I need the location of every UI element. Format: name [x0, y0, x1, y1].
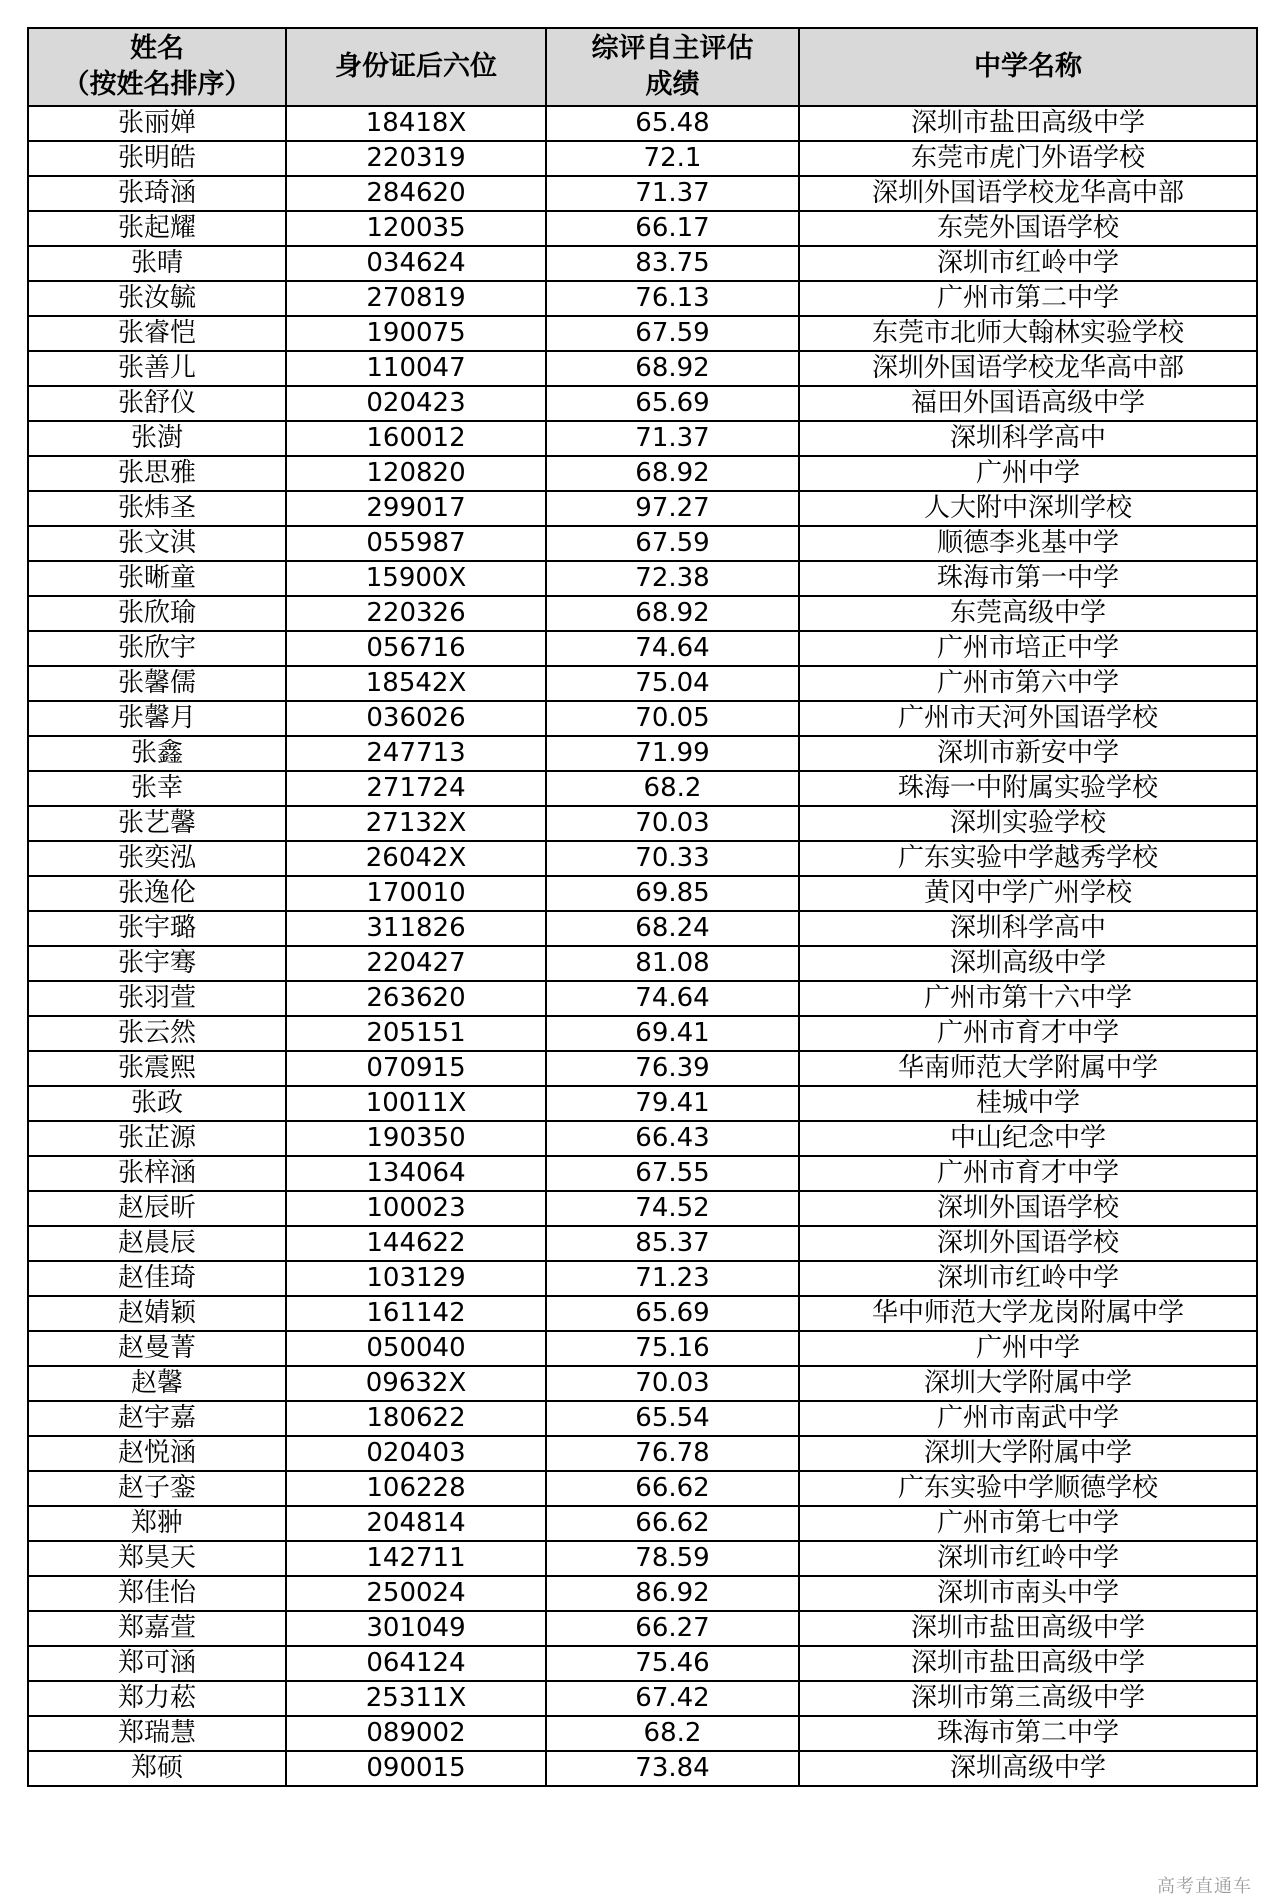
- header-score: [546, 28, 799, 106]
- cell-score: 75.04: [546, 666, 799, 701]
- table-row: [28, 176, 1257, 211]
- cell-id-last-six: 15900X: [286, 561, 546, 596]
- table-row: [28, 456, 1257, 491]
- table-row: [28, 351, 1257, 386]
- cell-name: 张震熙: [28, 1051, 286, 1086]
- cell-name: 张宇璐: [28, 911, 286, 946]
- cell-school: 深圳市盐田高级中学: [799, 1611, 1257, 1646]
- cell-name: 张舒仪: [28, 386, 286, 421]
- table-row: [28, 1366, 1257, 1401]
- cell-name: 张奕泓: [28, 841, 286, 876]
- table-row: [28, 1716, 1257, 1751]
- cell-score: 76.78: [546, 1436, 799, 1471]
- cell-id-last-six: 220319: [286, 141, 546, 176]
- cell-id-last-six: 142711: [286, 1541, 546, 1576]
- cell-score: 70.03: [546, 1366, 799, 1401]
- table-row: [28, 141, 1257, 176]
- cell-id-last-six: 020423: [286, 386, 546, 421]
- cell-name: 张欣宇: [28, 631, 286, 666]
- cell-score: 74.64: [546, 631, 799, 666]
- cell-school: 广州市育才中学: [799, 1016, 1257, 1051]
- cell-score: 66.62: [546, 1506, 799, 1541]
- table-row: [28, 1226, 1257, 1261]
- table-row: [28, 1751, 1257, 1786]
- cell-score: 75.46: [546, 1646, 799, 1681]
- cell-name: 张逸伦: [28, 876, 286, 911]
- table-row: [28, 1191, 1257, 1226]
- cell-score: 73.84: [546, 1751, 799, 1786]
- cell-name: 张晰童: [28, 561, 286, 596]
- cell-name: 张羽萱: [28, 981, 286, 1016]
- cell-school: 深圳高级中学: [799, 1751, 1257, 1786]
- table-row: [28, 1121, 1257, 1156]
- table-row: [28, 981, 1257, 1016]
- cell-score: 86.92: [546, 1576, 799, 1611]
- cell-school: 华中师范大学龙岗附属中学: [799, 1296, 1257, 1331]
- cell-school: 珠海市第一中学: [799, 561, 1257, 596]
- cell-school: 广州市育才中学: [799, 1156, 1257, 1191]
- cell-school: 珠海市第二中学: [799, 1716, 1257, 1751]
- cell-school: 人大附中深圳学校: [799, 491, 1257, 526]
- cell-school: 深圳市红岭中学: [799, 1541, 1257, 1576]
- cell-id-last-six: 161142: [286, 1296, 546, 1331]
- cell-id-last-six: 27132X: [286, 806, 546, 841]
- table-row: [28, 631, 1257, 666]
- cell-school: 华南师范大学附属中学: [799, 1051, 1257, 1086]
- cell-id-last-six: 020403: [286, 1436, 546, 1471]
- cell-score: 68.92: [546, 351, 799, 386]
- cell-score: 68.2: [546, 1716, 799, 1751]
- cell-id-last-six: 103129: [286, 1261, 546, 1296]
- table-row: [28, 1261, 1257, 1296]
- cell-score: 68.24: [546, 911, 799, 946]
- cell-school: 广州市第六中学: [799, 666, 1257, 701]
- cell-school: 广州市第二中学: [799, 281, 1257, 316]
- cell-school: 广东实验中学越秀学校: [799, 841, 1257, 876]
- cell-id-last-six: 26042X: [286, 841, 546, 876]
- cell-score: 71.23: [546, 1261, 799, 1296]
- table-row: [28, 106, 1257, 141]
- cell-school: 深圳市南头中学: [799, 1576, 1257, 1611]
- cell-school: 深圳市红岭中学: [799, 1261, 1257, 1296]
- cell-score: 71.99: [546, 736, 799, 771]
- table-row: [28, 806, 1257, 841]
- cell-score: 71.37: [546, 421, 799, 456]
- cell-school: 广州市天河外国语学校: [799, 701, 1257, 736]
- cell-name: 赵子銮: [28, 1471, 286, 1506]
- cell-name: 张起耀: [28, 211, 286, 246]
- cell-name: 赵辰昕: [28, 1191, 286, 1226]
- header-school: [799, 28, 1257, 106]
- table-row: [28, 1646, 1257, 1681]
- cell-school: 东莞外国语学校: [799, 211, 1257, 246]
- table-row: [28, 666, 1257, 701]
- cell-score: 79.41: [546, 1086, 799, 1121]
- cell-id-last-six: 120035: [286, 211, 546, 246]
- cell-school: 珠海一中附属实验学校: [799, 771, 1257, 806]
- cell-score: 72.1: [546, 141, 799, 176]
- cell-name: 张睿恺: [28, 316, 286, 351]
- cell-name: 张馨月: [28, 701, 286, 736]
- cell-school: 深圳市盐田高级中学: [799, 106, 1257, 141]
- cell-id-last-six: 10011X: [286, 1086, 546, 1121]
- table-row: [28, 421, 1257, 456]
- header-score-line: 成绩: [645, 69, 700, 100]
- cell-id-last-six: 100023: [286, 1191, 546, 1226]
- cell-id-last-six: 160012: [286, 421, 546, 456]
- cell-school: 广东实验中学顺德学校: [799, 1471, 1257, 1506]
- table-row: [28, 1051, 1257, 1086]
- cell-id-last-six: 036026: [286, 701, 546, 736]
- table-row: [28, 1506, 1257, 1541]
- cell-score: 65.54: [546, 1401, 799, 1436]
- cell-id-last-six: 263620: [286, 981, 546, 1016]
- table-header: [28, 28, 1257, 106]
- table-row: [28, 1086, 1257, 1121]
- cell-id-last-six: 090015: [286, 1751, 546, 1786]
- cell-school: 深圳外国语学校: [799, 1226, 1257, 1261]
- table-row: [28, 1156, 1257, 1191]
- cell-school: 深圳市盐田高级中学: [799, 1646, 1257, 1681]
- header-name: [28, 28, 286, 106]
- table-row: [28, 1296, 1257, 1331]
- cell-school: 福田外国语高级中学: [799, 386, 1257, 421]
- cell-school: 深圳外国语学校龙华高中部: [799, 176, 1257, 211]
- cell-name: 张梓涵: [28, 1156, 286, 1191]
- cell-id-last-six: 271724: [286, 771, 546, 806]
- cell-school: 深圳市红岭中学: [799, 246, 1257, 281]
- table-row: [28, 1611, 1257, 1646]
- cell-score: 68.92: [546, 596, 799, 631]
- cell-id-last-six: 034624: [286, 246, 546, 281]
- cell-id-last-six: 205151: [286, 1016, 546, 1051]
- header-id-last-six: [286, 28, 546, 106]
- cell-score: 65.69: [546, 1296, 799, 1331]
- cell-id-last-six: 134064: [286, 1156, 546, 1191]
- cell-name: 赵佳琦: [28, 1261, 286, 1296]
- cell-score: 68.2: [546, 771, 799, 806]
- table-body: [28, 106, 1257, 1786]
- cell-name: 张思雅: [28, 456, 286, 491]
- cell-name: 张幸: [28, 771, 286, 806]
- cell-name: 赵馨: [28, 1366, 286, 1401]
- cell-school: 广州市南武中学: [799, 1401, 1257, 1436]
- cell-name: 郑翀: [28, 1506, 286, 1541]
- cell-name: 张艺馨: [28, 806, 286, 841]
- cell-school: 深圳科学高中: [799, 421, 1257, 456]
- cell-score: 65.69: [546, 386, 799, 421]
- cell-name: 郑昊天: [28, 1541, 286, 1576]
- cell-score: 66.17: [546, 211, 799, 246]
- table-row: [28, 1576, 1257, 1611]
- cell-school: 黄冈中学广州学校: [799, 876, 1257, 911]
- table-row: [28, 281, 1257, 316]
- cell-id-last-six: 247713: [286, 736, 546, 771]
- cell-school: 广州中学: [799, 456, 1257, 491]
- cell-school: 广州市第七中学: [799, 1506, 1257, 1541]
- cell-score: 68.92: [546, 456, 799, 491]
- cell-id-last-six: 220326: [286, 596, 546, 631]
- table-row: [28, 526, 1257, 561]
- cell-school: 东莞市北师大翰林实验学校: [799, 316, 1257, 351]
- cell-id-last-six: 190075: [286, 316, 546, 351]
- header-name-line: 姓名: [130, 33, 184, 64]
- cell-id-last-six: 190350: [286, 1121, 546, 1156]
- cell-school: 深圳市新安中学: [799, 736, 1257, 771]
- table-row: [28, 211, 1257, 246]
- cell-id-last-six: 050040: [286, 1331, 546, 1366]
- cell-school: 顺德李兆基中学: [799, 526, 1257, 561]
- cell-score: 75.16: [546, 1331, 799, 1366]
- cell-score: 70.33: [546, 841, 799, 876]
- table-row: [28, 771, 1257, 806]
- cell-id-last-six: 089002: [286, 1716, 546, 1751]
- cell-id-last-six: 09632X: [286, 1366, 546, 1401]
- cell-id-last-six: 110047: [286, 351, 546, 386]
- cell-name: 张文淇: [28, 526, 286, 561]
- cell-school: 东莞市虎门外语学校: [799, 141, 1257, 176]
- cell-name: 张澍: [28, 421, 286, 456]
- cell-name: 张鑫: [28, 736, 286, 771]
- cell-score: 85.37: [546, 1226, 799, 1261]
- cell-name: 张丽婵: [28, 106, 286, 141]
- cell-name: 赵晨辰: [28, 1226, 286, 1261]
- cell-name: 赵曼菁: [28, 1331, 286, 1366]
- score-table: [27, 27, 1258, 1787]
- cell-school: 中山纪念中学: [799, 1121, 1257, 1156]
- cell-name: 张云然: [28, 1016, 286, 1051]
- cell-id-last-six: 180622: [286, 1401, 546, 1436]
- cell-name: 张明皓: [28, 141, 286, 176]
- table-row: [28, 701, 1257, 736]
- cell-school: 广州中学: [799, 1331, 1257, 1366]
- cell-id-last-six: 220427: [286, 946, 546, 981]
- header-score-line: 综评自主评估: [591, 33, 754, 64]
- cell-id-last-six: 056716: [286, 631, 546, 666]
- cell-school: 广州市第十六中学: [799, 981, 1257, 1016]
- table-row: [28, 316, 1257, 351]
- header-name-line: （按姓名排序）: [62, 69, 252, 100]
- cell-school: 深圳外国语学校: [799, 1191, 1257, 1226]
- cell-score: 66.27: [546, 1611, 799, 1646]
- table-row: [28, 876, 1257, 911]
- cell-name: 赵宇嘉: [28, 1401, 286, 1436]
- table-row: [28, 946, 1257, 981]
- cell-id-last-six: 106228: [286, 1471, 546, 1506]
- watermark-text: 高考直通车: [1157, 1876, 1252, 1897]
- cell-school: 桂城中学: [799, 1086, 1257, 1121]
- cell-name: 郑硕: [28, 1751, 286, 1786]
- cell-score: 67.59: [546, 316, 799, 351]
- cell-name: 张琦涵: [28, 176, 286, 211]
- cell-school: 深圳高级中学: [799, 946, 1257, 981]
- table-row: [28, 246, 1257, 281]
- cell-name: 张芷源: [28, 1121, 286, 1156]
- cell-score: 69.41: [546, 1016, 799, 1051]
- cell-id-last-six: 250024: [286, 1576, 546, 1611]
- cell-id-last-six: 311826: [286, 911, 546, 946]
- cell-id-last-six: 204814: [286, 1506, 546, 1541]
- cell-id-last-six: 170010: [286, 876, 546, 911]
- cell-name: 张善儿: [28, 351, 286, 386]
- table-row: [28, 1681, 1257, 1716]
- cell-name: 郑瑞慧: [28, 1716, 286, 1751]
- cell-school: 深圳大学附属中学: [799, 1436, 1257, 1471]
- table-row: [28, 386, 1257, 421]
- table-row: [28, 911, 1257, 946]
- cell-id-last-six: 18542X: [286, 666, 546, 701]
- cell-score: 69.85: [546, 876, 799, 911]
- cell-school: 东莞高级中学: [799, 596, 1257, 631]
- header-id-last-six-line: 身份证后六位: [335, 51, 497, 82]
- cell-id-last-six: 284620: [286, 176, 546, 211]
- cell-school: 深圳外国语学校龙华高中部: [799, 351, 1257, 386]
- table-row: [28, 1016, 1257, 1051]
- cell-id-last-six: 055987: [286, 526, 546, 561]
- cell-score: 76.39: [546, 1051, 799, 1086]
- table-row: [28, 1471, 1257, 1506]
- cell-score: 67.59: [546, 526, 799, 561]
- cell-score: 72.38: [546, 561, 799, 596]
- cell-score: 76.13: [546, 281, 799, 316]
- cell-name: 郑嘉萱: [28, 1611, 286, 1646]
- cell-name: 郑力菘: [28, 1681, 286, 1716]
- cell-score: 67.42: [546, 1681, 799, 1716]
- cell-score: 74.64: [546, 981, 799, 1016]
- cell-score: 67.55: [546, 1156, 799, 1191]
- table-row: [28, 1401, 1257, 1436]
- cell-name: 张晴: [28, 246, 286, 281]
- cell-name: 张宇骞: [28, 946, 286, 981]
- table-row: [28, 1436, 1257, 1471]
- cell-id-last-six: 144622: [286, 1226, 546, 1261]
- cell-name: 赵婧颖: [28, 1296, 286, 1331]
- cell-id-last-six: 070915: [286, 1051, 546, 1086]
- cell-score: 70.05: [546, 701, 799, 736]
- cell-score: 81.08: [546, 946, 799, 981]
- cell-score: 97.27: [546, 491, 799, 526]
- cell-school: 深圳市第三高级中学: [799, 1681, 1257, 1716]
- cell-school: 深圳大学附属中学: [799, 1366, 1257, 1401]
- cell-id-last-six: 301049: [286, 1611, 546, 1646]
- cell-id-last-six: 18418X: [286, 106, 546, 141]
- cell-id-last-six: 299017: [286, 491, 546, 526]
- table-row: [28, 736, 1257, 771]
- table-row: [28, 596, 1257, 631]
- cell-id-last-six: 25311X: [286, 1681, 546, 1716]
- cell-score: 70.03: [546, 806, 799, 841]
- cell-school: 深圳实验学校: [799, 806, 1257, 841]
- cell-name: 张汝毓: [28, 281, 286, 316]
- table-row: [28, 1541, 1257, 1576]
- cell-score: 66.43: [546, 1121, 799, 1156]
- table-row: [28, 491, 1257, 526]
- cell-score: 83.75: [546, 246, 799, 281]
- cell-name: 郑可涵: [28, 1646, 286, 1681]
- cell-name: 张政: [28, 1086, 286, 1121]
- cell-school: 深圳科学高中: [799, 911, 1257, 946]
- cell-name: 张馨儒: [28, 666, 286, 701]
- cell-name: 郑佳怡: [28, 1576, 286, 1611]
- cell-score: 78.59: [546, 1541, 799, 1576]
- cell-name: 张欣瑜: [28, 596, 286, 631]
- cell-name: 张炜圣: [28, 491, 286, 526]
- cell-score: 66.62: [546, 1471, 799, 1506]
- cell-name: 赵悦涵: [28, 1436, 286, 1471]
- table-row: [28, 841, 1257, 876]
- table-row: [28, 561, 1257, 596]
- cell-school: 广州市培正中学: [799, 631, 1257, 666]
- cell-id-last-six: 120820: [286, 456, 546, 491]
- cell-id-last-six: 270819: [286, 281, 546, 316]
- cell-id-last-six: 064124: [286, 1646, 546, 1681]
- header-row: [28, 28, 1257, 106]
- cell-score: 65.48: [546, 106, 799, 141]
- cell-score: 74.52: [546, 1191, 799, 1226]
- header-school-line: 中学名称: [974, 51, 1082, 82]
- table-row: [28, 1331, 1257, 1366]
- cell-score: 71.37: [546, 176, 799, 211]
